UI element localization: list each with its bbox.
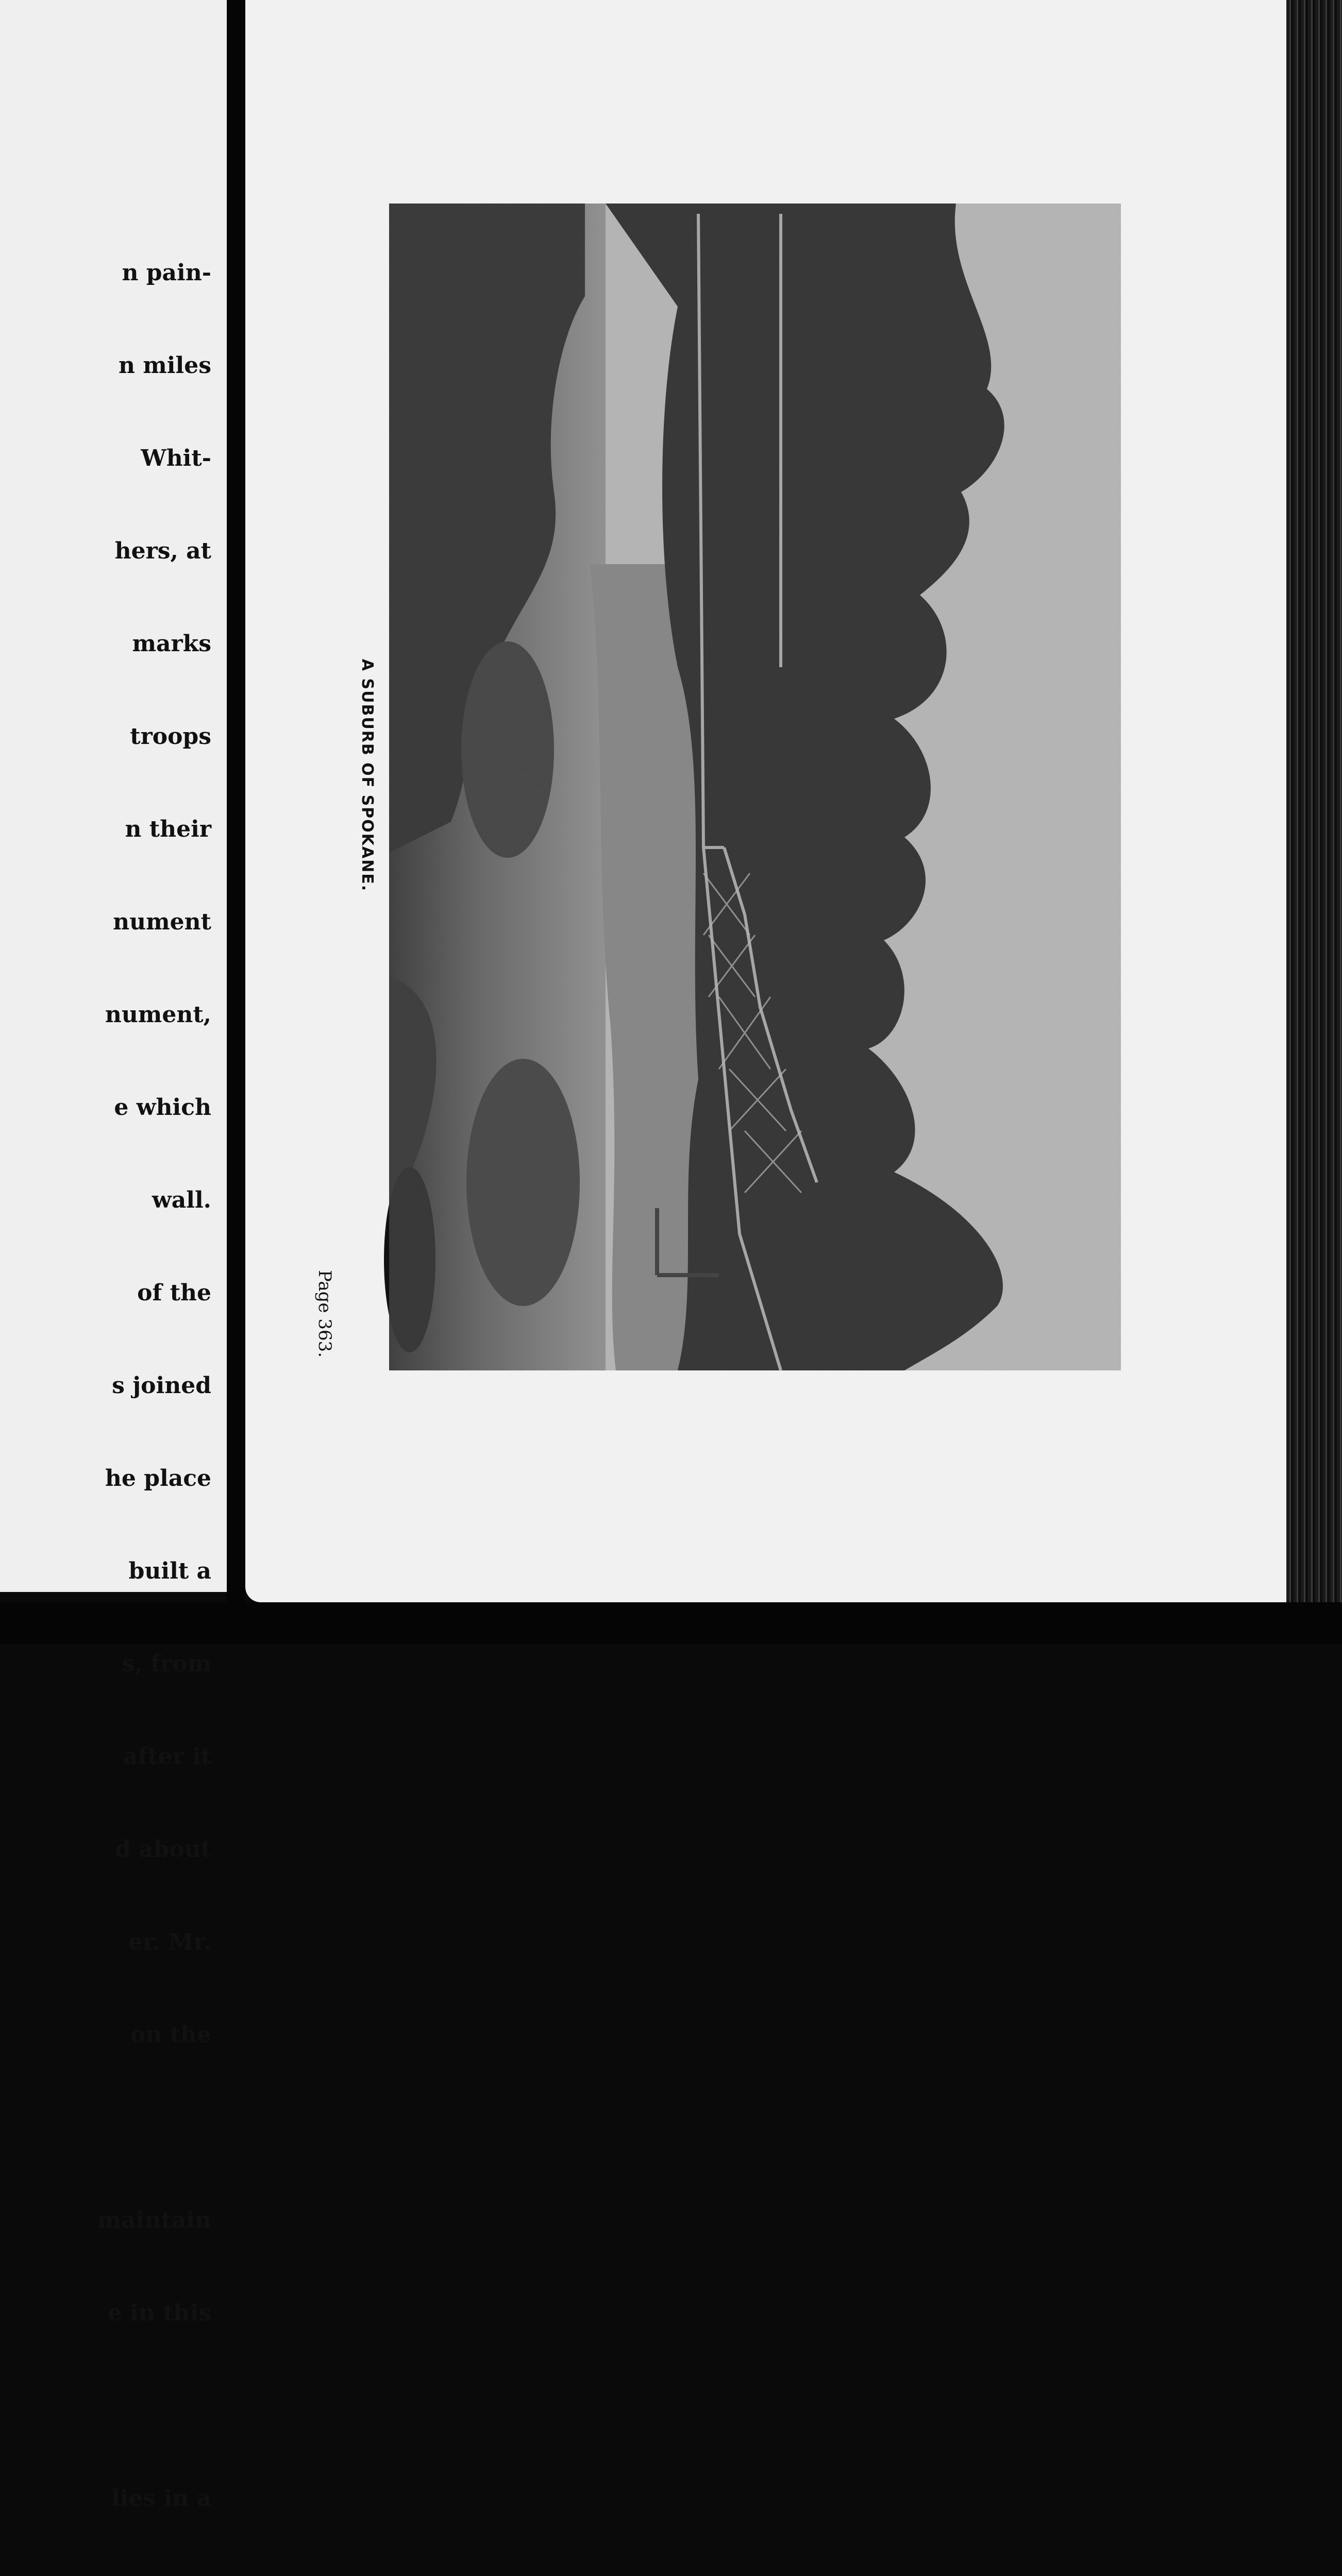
text-line: he place <box>105 1465 211 1492</box>
text-line: e which <box>114 1094 211 1121</box>
text-line: troops <box>130 723 211 750</box>
text-line: s, from <box>122 1651 211 1677</box>
text-line: marks <box>132 631 211 657</box>
page-edges <box>1286 0 1342 1613</box>
text-line: e in this <box>107 2300 211 2326</box>
text-line: d about <box>114 1836 211 1862</box>
text-line: er. Mr. <box>128 1929 211 1955</box>
text-line: maintain <box>97 2207 211 2233</box>
text-line: wall. <box>152 1187 211 1213</box>
text-line: n pain- <box>122 260 211 286</box>
text-line: s joined <box>112 1372 211 1399</box>
previous-page-text <box>85 196 211 2576</box>
previous-page <box>0 0 230 2512</box>
scan-border <box>0 1602 1342 1645</box>
text-line: n their <box>125 816 211 842</box>
text-line: nument, <box>105 1002 211 1028</box>
page-label: Page 363. <box>314 1269 335 1358</box>
plate-caption: A SUBURB OF SPOKANE. <box>358 658 376 892</box>
text-line: nument <box>113 909 211 935</box>
text-line: built a <box>128 1558 211 1584</box>
text-line: hers, at <box>114 538 211 564</box>
text-line <box>85 2112 211 2143</box>
text-line: Whit- <box>141 445 211 471</box>
text-line: lies in a <box>111 2485 211 2512</box>
text-line <box>85 2391 211 2421</box>
text-line: on the <box>130 2022 211 2048</box>
text-line: after it <box>123 1743 211 1770</box>
text-line: n miles <box>118 352 211 379</box>
photograph <box>389 204 1121 1370</box>
book-gutter <box>227 0 245 1645</box>
text-line: of the <box>137 1280 211 1306</box>
